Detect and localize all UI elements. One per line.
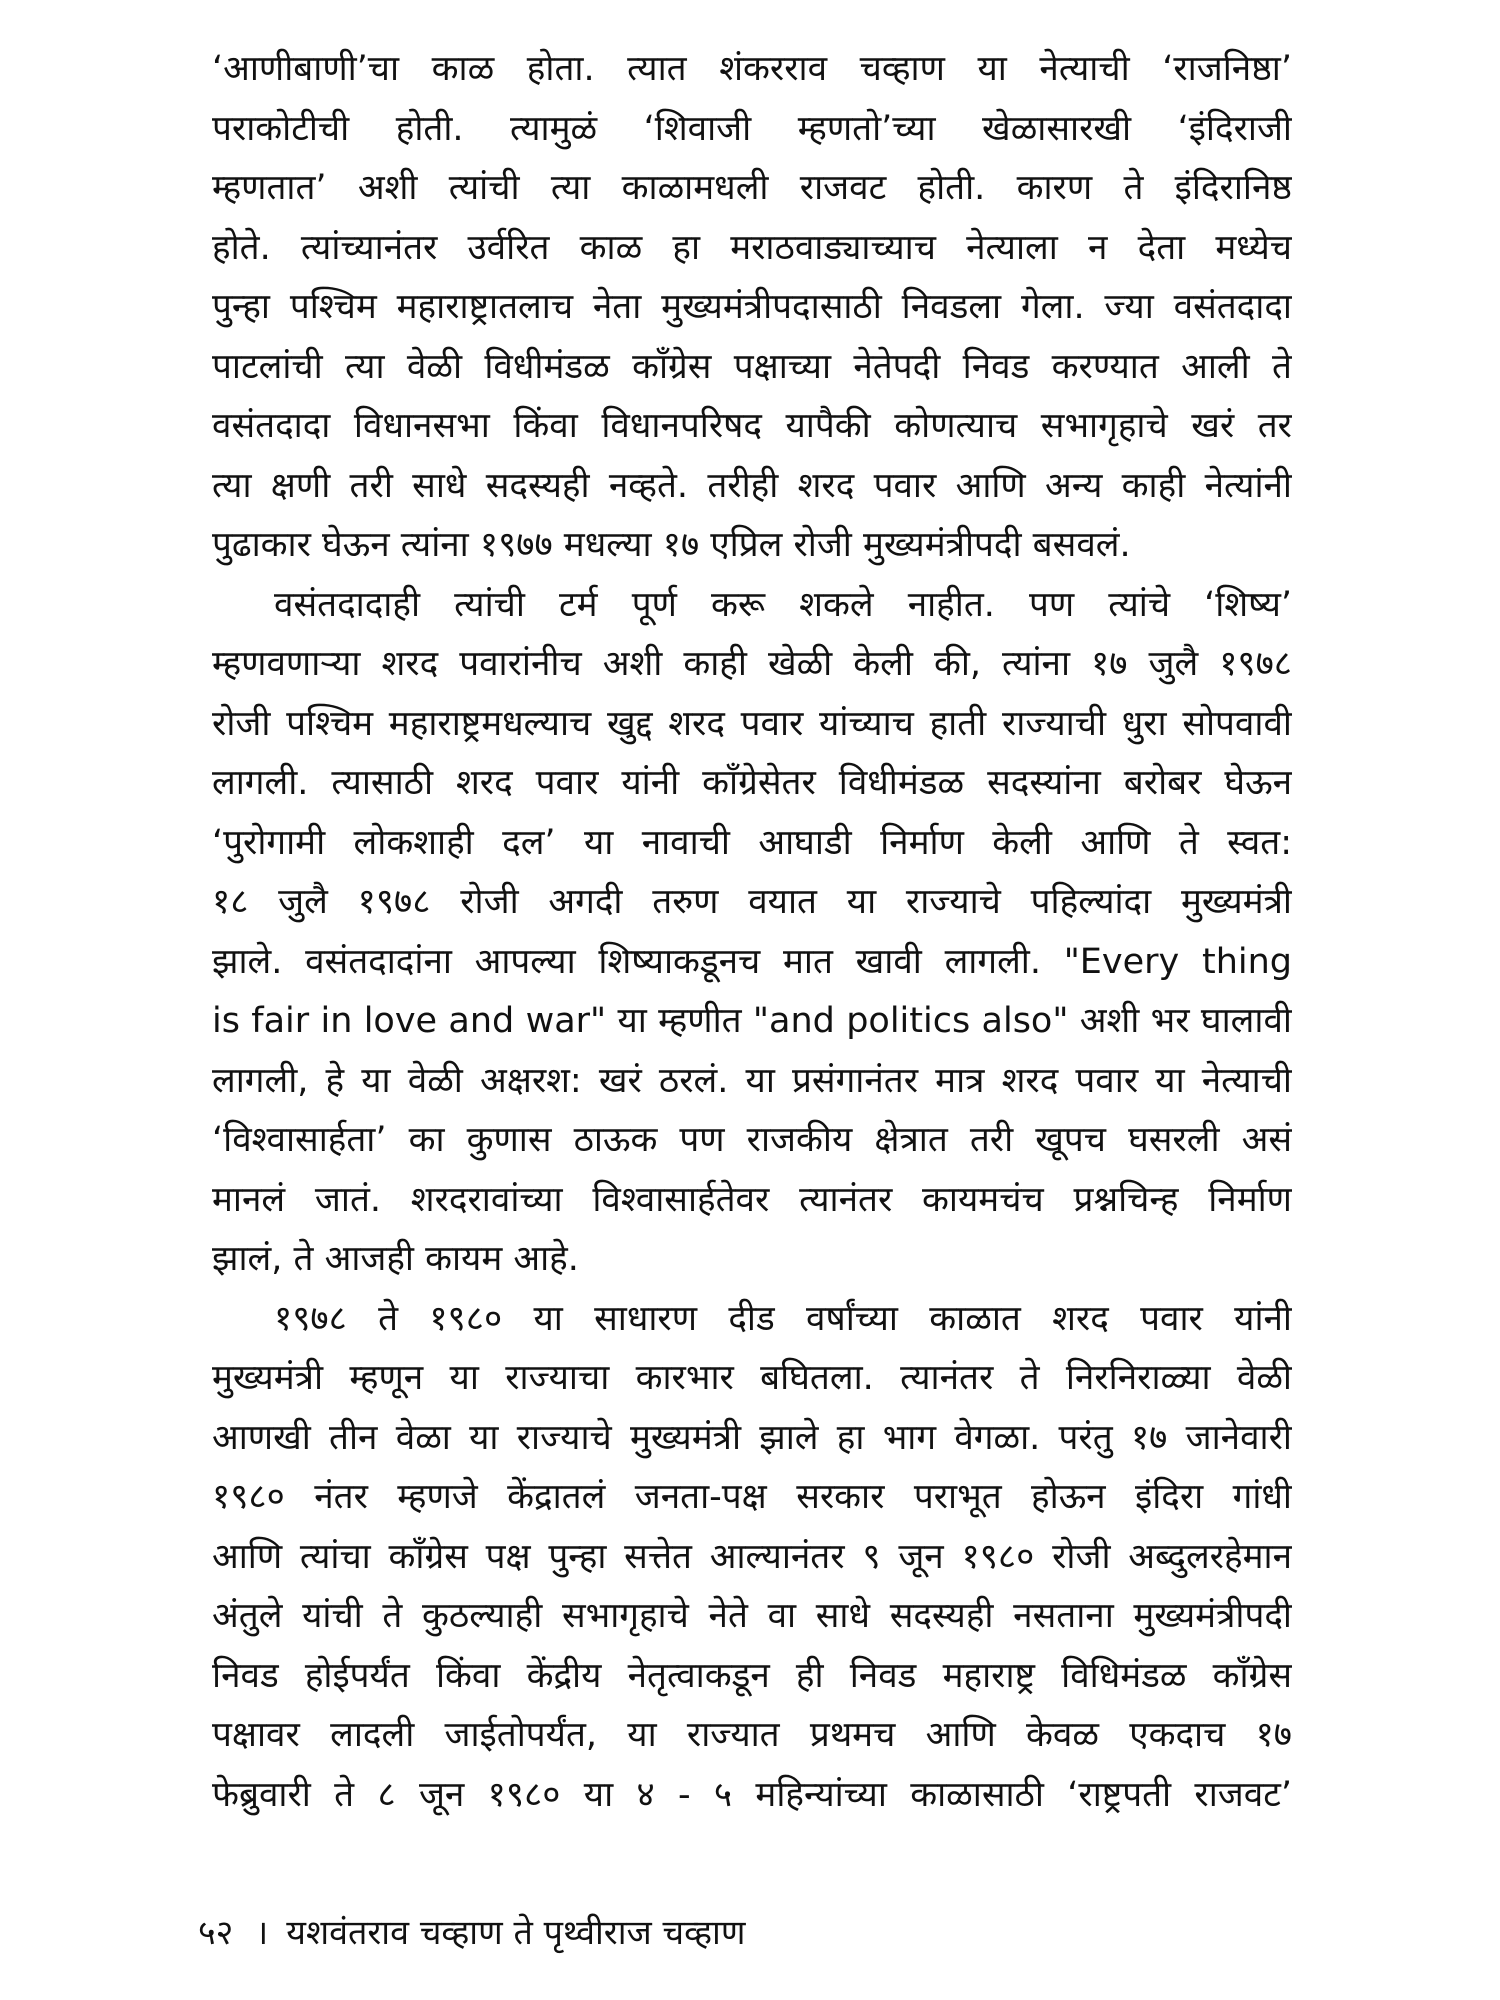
text-line: पुन्हा पश्चिम महाराष्ट्रातलाच नेता मुख्यमंत्रीपदासाठी निवडला गेला. ज्या वसंतदादा <box>212 287 1292 327</box>
text-line: ‘विश्वासार्हता’ का कुणास ठाऊक पण राजकीय क्षेत्रात तरी खूपच घसरली असं <box>212 1120 1292 1160</box>
running-title: यशवंतराव चव्हाण ते पृथ्वीराज चव्हाण <box>286 1913 746 1953</box>
text-line: १८ जुलै १९७८ रोजी अगदी तरुण वयात या राज्याचे पहिल्यांदा मुख्यमंत्री <box>212 882 1292 922</box>
text-line: लागली. त्यासाठी शरद पवार यांनी काँग्रेसेतर विधीमंडळ सदस्यांना बरोबर घेऊन <box>212 763 1292 803</box>
text-line: अंतुले यांची ते कुठल्याही सभागृहाचे नेते वा साधे सदस्यही नसताना मुख्यमंत्रीपदी <box>212 1596 1292 1636</box>
text-line: म्हणवणाऱ्या शरद पवारांनीच अशी काही खेळी केली की, त्यांना १७ जुलै १९७८ <box>212 644 1292 684</box>
text-line: पक्षावर लादली जाईतोपर्यंत, या राज्यात प्रथमच आणि केवळ एकदाच १७ <box>212 1715 1292 1755</box>
text-line: १९८० नंतर म्हणजे केंद्रातलं जनता-पक्ष सरकार पराभूत होऊन इंदिरा गांधी <box>212 1477 1292 1517</box>
text-line: पुढाकार घेऊन त्यांना १९७७ मधल्या १७ एप्रिल रोजी मुख्यमंत्रीपदी बसवलं. <box>212 525 1131 565</box>
text-line: त्या क्षणी तरी साधे सदस्यही नव्हते. तरीही शरद पवार आणि अन्य काही नेत्यांनी <box>212 465 1292 506</box>
text-line: म्हणतात’ अशी त्यांची त्या काळामधली राजवट होती. कारण ते इंदिरानिष्ठ <box>212 168 1292 208</box>
text-line: मुख्यमंत्री म्हणून या राज्याचा कारभार बघितला. त्यानंतर ते निरनिराळ्या वेळी <box>212 1358 1292 1398</box>
text-line: रोजी पश्चिम महाराष्ट्रमधल्याच खुद्द शरद पवार यांच्याच हाती राज्याची धुरा सोपवावी <box>212 703 1292 744</box>
text-line: आणि त्यांचा काँग्रेस पक्ष पुन्हा सत्तेत आल्यानंतर ९ जून १९८० रोजी अब्दुलरहेमान <box>212 1536 1292 1577</box>
text-line: पराकोटीची होती. त्यामुळं ‘शिवाजी म्हणतो’च्या खेळासारखी ‘इंदिराजी <box>212 108 1292 149</box>
text-line: ‘पुरोगामी लोकशाही दल’ या नावाची आघाडी निर्माण केली आणि ते स्वत: <box>212 822 1292 863</box>
text-line: वसंतदादा विधानसभा किंवा विधानपरिषद यापैकी कोणत्याच सभागृहाचे खरं तर <box>212 406 1292 446</box>
paragraph-3 <box>212 1290 1292 1826</box>
text-line: is fair in love and war" या म्हणीत "and politics also" अशी भर घालावी <box>212 1001 1292 1041</box>
page-footer <box>198 1908 745 1958</box>
text-line: वसंतदादाही त्यांची टर्म पूर्ण करू शकले नाहीत. पण त्यांचे ‘शिष्य’ <box>274 584 1292 625</box>
text-line: झालं, ते आजही कायम आहे. <box>212 1239 579 1279</box>
footer-separator: । <box>255 1913 269 1953</box>
text-line: मानलं जातं. शरदरावांच्या विश्वासार्हतेवर त्यानंतर कायमचंच प्रश्नचिन्ह निर्माण <box>212 1179 1292 1220</box>
text-line: निवड होईपर्यंत किंवा केंद्रीय नेतृत्वाकडून ही निवड महाराष्ट्र विधिमंडळ काँग्रेस <box>212 1655 1292 1696</box>
text-line: आणखी तीन वेळा या राज्याचे मुख्यमंत्री झाले हा भाग वेगळा. परंतु १७ जानेवारी <box>212 1417 1292 1458</box>
text-line: होते. त्यांच्यानंतर उर्वरित काळ हा मराठवाड्याच्याच नेत्याला न देता मध्येच <box>212 227 1292 268</box>
body-text <box>212 40 1292 1825</box>
paragraph-1 <box>212 40 1292 576</box>
text-line: फेब्रुवारी ते ८ जून १९८० या ४ - ५ महिन्यांच्या काळासाठी ‘राष्ट्रपती राजवट’ <box>212 1774 1292 1815</box>
text-line: लागली, हे या वेळी अक्षरश: खरं ठरलं. या प्रसंगानंतर मात्र शरद पवार या नेत्याची <box>212 1060 1292 1101</box>
page-number: ५२ <box>198 1913 234 1953</box>
text-line: झाले. वसंतदादांना आपल्या शिष्याकडूनच मात खावी लागली. "Every thing <box>212 941 1292 982</box>
text-line: पाटलांची त्या वेळी विधीमंडळ काँग्रेस पक्षाच्या नेतेपदी निवड करण्यात आली ते <box>212 346 1292 387</box>
paragraph-2 <box>212 576 1292 1290</box>
text-line: ‘आणीबाणी’चा काळ होता. त्यात शंकरराव चव्हाण या नेत्याची ‘राजनिष्ठा’ <box>212 49 1292 89</box>
text-line: १९७८ ते १९८० या साधारण दीड वर्षांच्या काळात शरद पवार यांनी <box>274 1298 1292 1339</box>
